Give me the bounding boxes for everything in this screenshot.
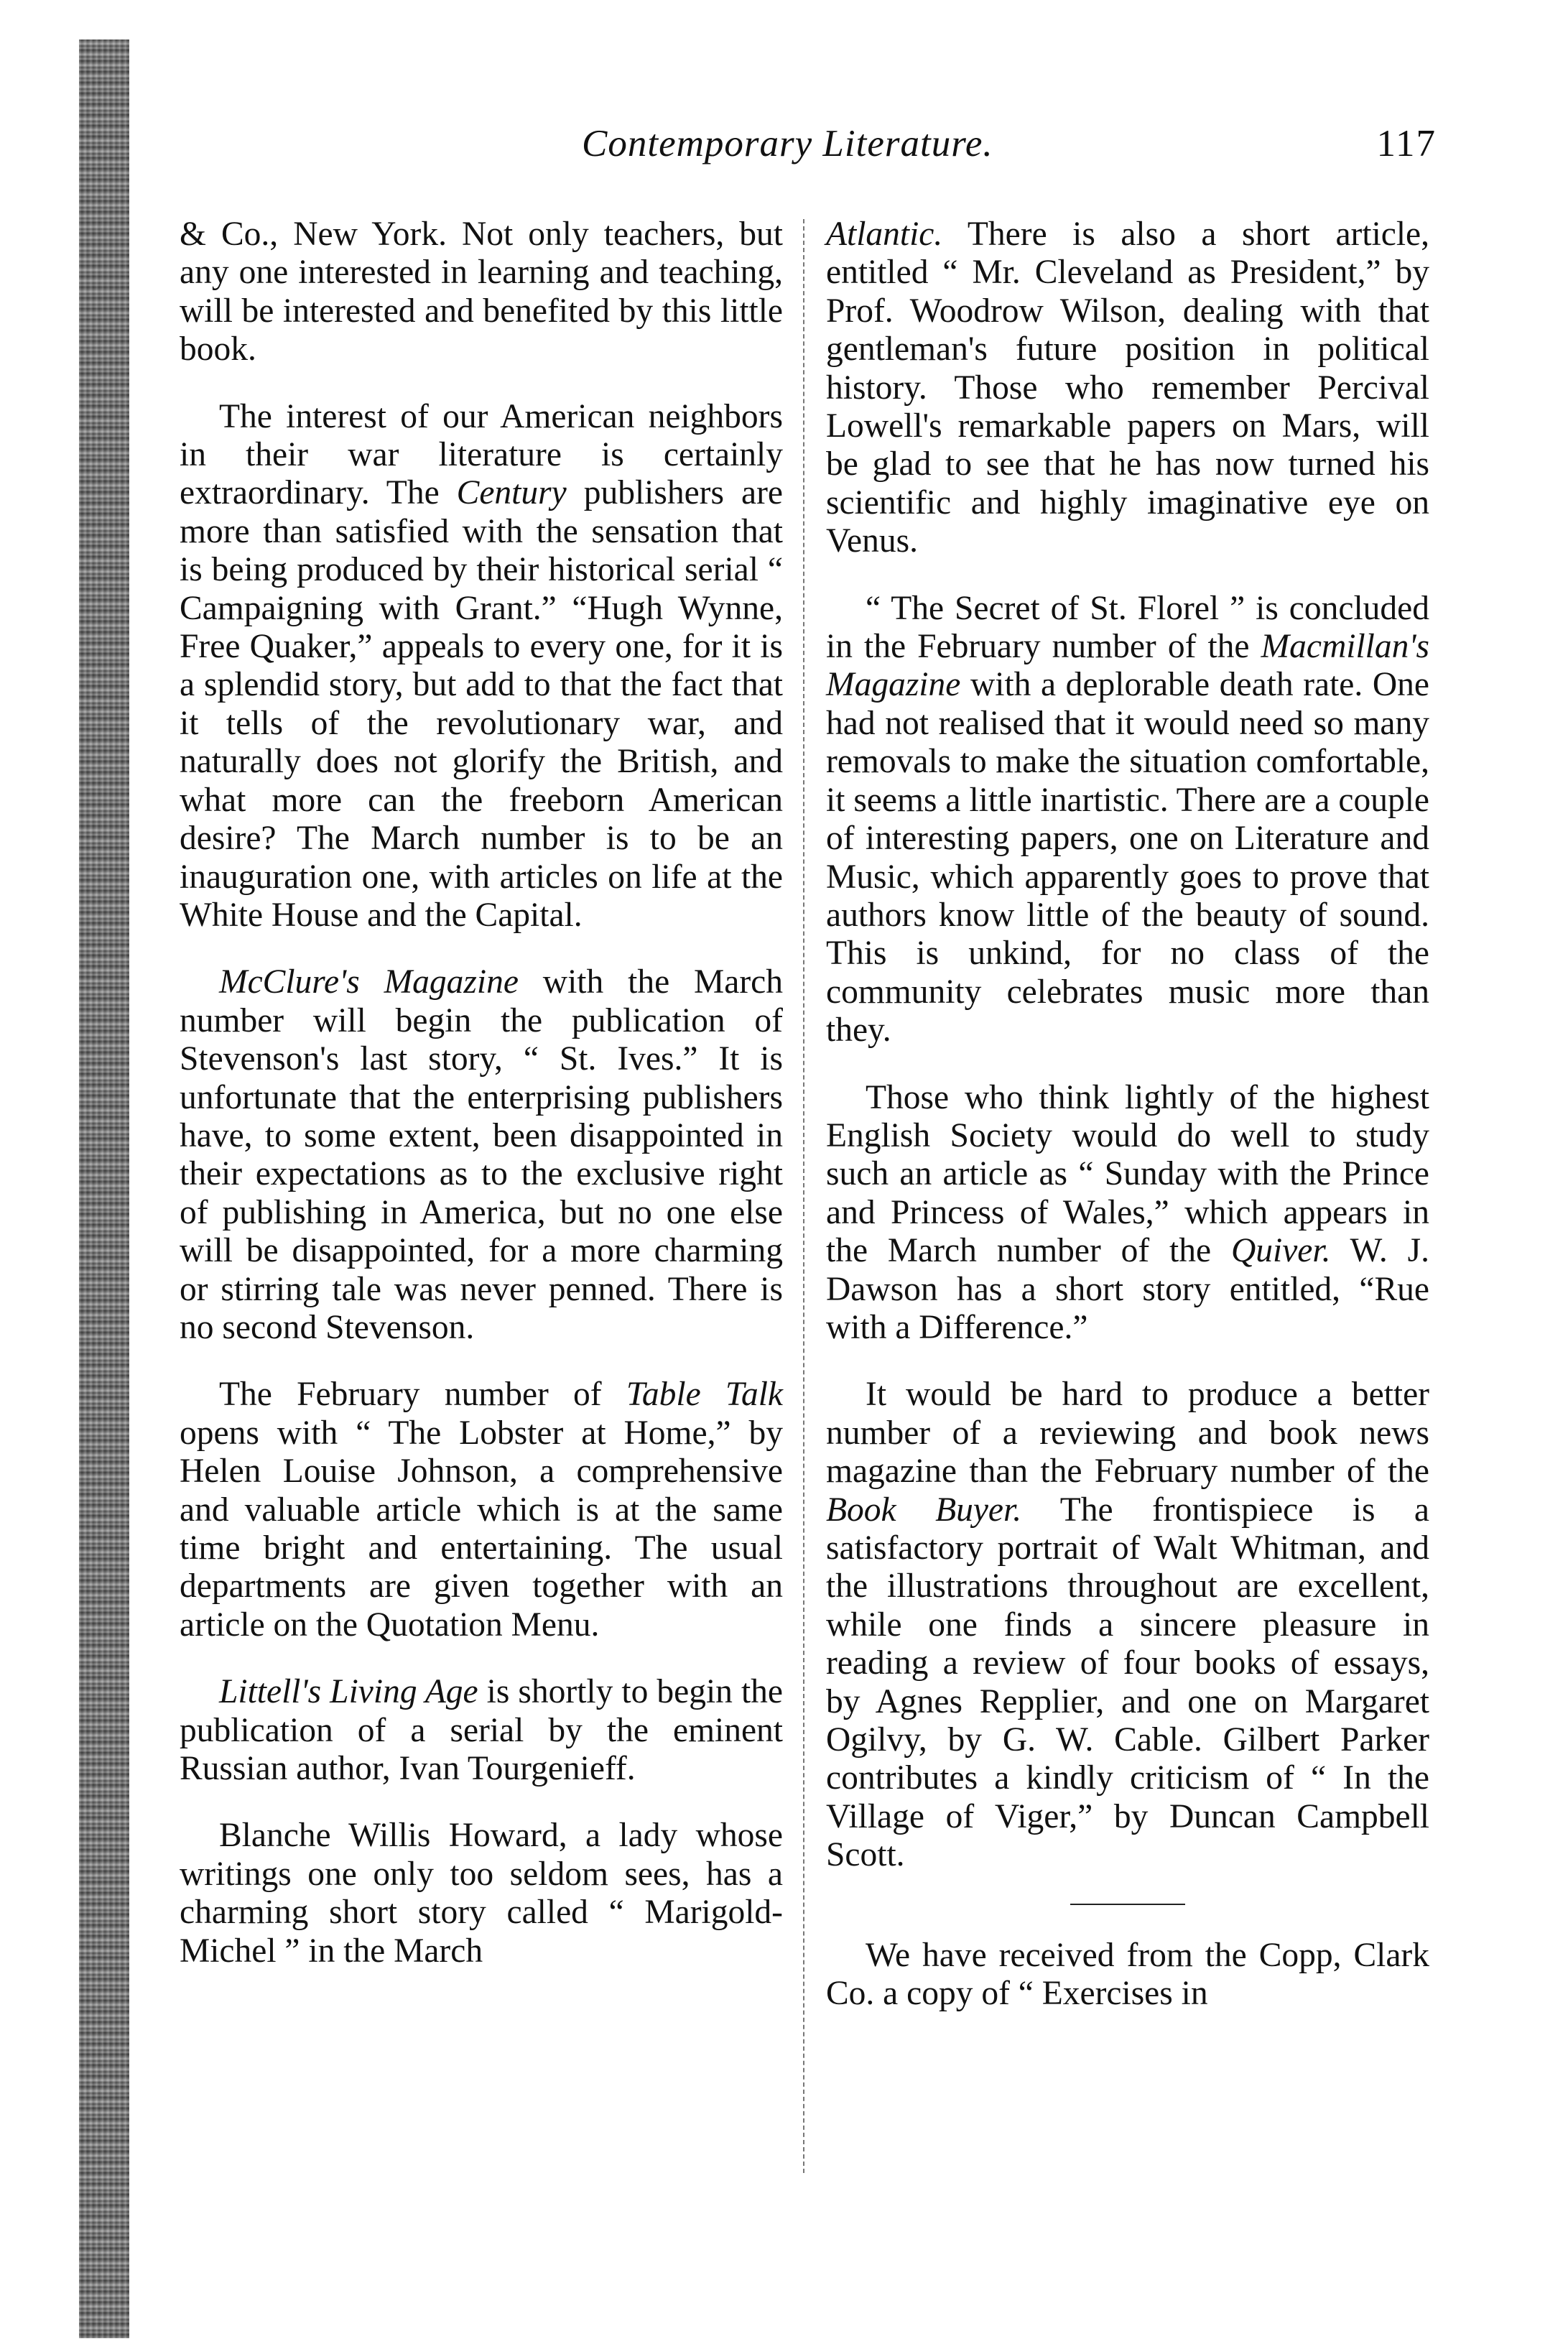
- paragraph-quiver: [826, 1079, 1429, 1348]
- paragraph-text: The February number of: [219, 1376, 626, 1414]
- book-binding-edge: [79, 40, 129, 2338]
- paragraph-atlantic: [826, 216, 1429, 561]
- page-number: 117: [1376, 123, 1437, 165]
- paragraph-text: publishers are more than satisfied with the sensation that is being produced by their historical serial “ Campaigning with Grant.” “Hugh Wynne, Free Quaker,” appeals to every one, for it is a splendid story, but add to that the fact that it tells of the revolutionary war, and naturally does not glorify the British, and what more can the freeborn American desire? The March number is to be an inauguration one, with articles on life at the White House and the Capital.: [180, 474, 783, 934]
- paragraph-text: Those who think lightly of the highest English Society would do well to study such an article as “ Sunday with the Prince and Princess of Wales,” which appears in the March number of the: [826, 1078, 1429, 1270]
- paragraph-littells: [180, 1673, 783, 1788]
- left-column: [180, 216, 783, 1999]
- paragraph-blanche-howard: [180, 1817, 783, 1970]
- magazine-title-macmillans: Macmillan's Magazine: [826, 628, 1429, 704]
- paragraph-text: Blanche Willis Howard, a lady whose writings one only too seldom sees, has a charming short story called “ Marigold-Michel ” in the March: [180, 1817, 783, 1970]
- paragraph-text: with the March number will begin the publication of Stevenson's last story, “ St. Ives.” It is unfortunate that the enterprising publishers have, to some extent, been disappointed in their expectations as to the exclusive right of publishing in America, but no one else will be disappointed, for a more charming or stirring tale was never penned. There is no second Stevenson.: [180, 963, 783, 1346]
- paragraph-table-talk: [180, 1376, 783, 1644]
- paragraph-text: There is also a short article, entitled “ Mr. Cleveland as President,” by Prof. Woodrow Wilson, dealing with that gentleman's future position in political history. Those who remember Percival Lowell's remarkable papers on Mars, will be glad to see that he has now turned his scientific and highly imaginative eye on Venus.: [826, 216, 1429, 560]
- paragraph-text: is shortly to begin the publication of a serial by the eminent Russian author, Ivan Tourgenieff.: [180, 1673, 784, 1788]
- paragraph-text: It would be hard to produce a better number of a reviewing and book news magazine than the February number of the: [826, 1376, 1429, 1491]
- paragraph-century: [180, 398, 783, 935]
- right-column: [826, 216, 1429, 2042]
- paragraph-text: W. J. Dawson has a short story entitled, “Rue with a Difference.”: [826, 1232, 1429, 1346]
- magazine-title-quiver: Quiver.: [1230, 1232, 1331, 1270]
- magazine-title-book-buyer: Book Buyer.: [826, 1491, 1022, 1529]
- magazine-title-table-talk: Table Talk: [626, 1376, 783, 1414]
- column-divider: [803, 219, 804, 2173]
- magazine-title-century: Century: [456, 474, 567, 512]
- paragraph-text: with a deplorable death rate. One had not realised that it would need so many removals to make the situation comfortable, it seems a little inartistic. There are a couple of interesting papers, one on Literature and Music, which apparently goes to prove that authors know little of the beauty of sound. This is unkind, for no class of the community celebrates music more than they.: [826, 666, 1429, 1050]
- running-header: [180, 122, 1437, 180]
- paragraph-text: The frontispiece is a satisfactory portrait of Walt Whitman, and the illustrations throughout are excellent, while one finds a sincere pleasure in reading a review of four books of essays, by Agnes Repplier, and one on Margaret Ogilvy, by G. W. Cable. Gilbert Parker contributes a kindly criticism of “ In the Village of Viger,” by Duncan Campbell Scott.: [826, 1491, 1429, 1874]
- paragraph-text: & Co., New York. Not only teachers, but any one interested in learning and teaching, will be interested and benefited by this little book.: [180, 216, 783, 369]
- running-title: Contemporary Literature.: [582, 123, 993, 165]
- paragraph-copp-clark-continuation: [180, 216, 783, 369]
- section-separator-rule: [1070, 1904, 1185, 1905]
- magazine-title-mcclures: McClure's Magazine: [219, 963, 519, 1001]
- magazine-title-atlantic: Atlantic.: [826, 216, 943, 253]
- paragraph-text: opens with “ The Lobster at Home,” by Helen Louise Johnson, a comprehensive and valuable article which is at the same time bright and entertaining. The usual departments are given together with an article on the Quotation Menu.: [180, 1414, 783, 1644]
- paragraph-book-buyer: [826, 1376, 1429, 1874]
- paragraph-text: The interest of our American neighbors in their war literature is certainly extraordinary. The: [180, 397, 783, 512]
- paragraph-text: “ The Secret of St. Florel ” is concluded in the February number of the: [826, 589, 1429, 666]
- paragraph-macmillans: [826, 590, 1429, 1050]
- paragraph-text: We have received from the Copp, Clark Co. a copy of “ Exercises in: [826, 1936, 1429, 2013]
- magazine-title-littells: Littell's Living Age: [219, 1673, 478, 1711]
- paragraph-mcclures: [180, 963, 783, 1347]
- paragraph-copp-clark: [826, 1937, 1429, 2014]
